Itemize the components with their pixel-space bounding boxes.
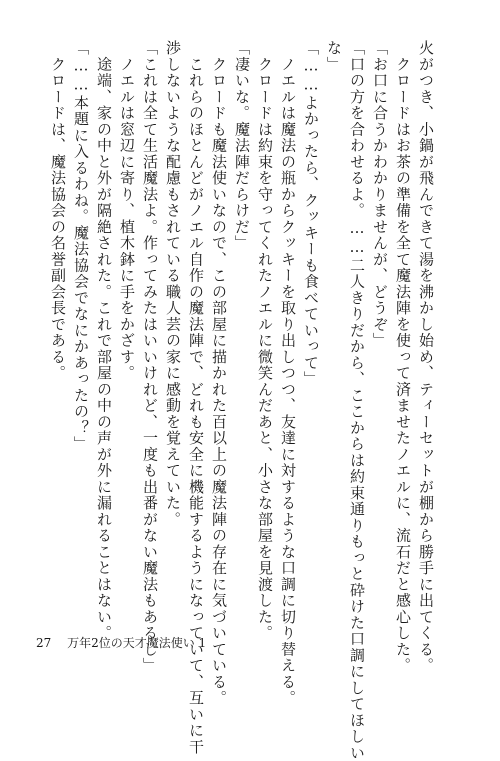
text-column: クロードは約束を守ってくれたノエルに微笑んだあと、小さな部屋を見渡した。 <box>256 40 274 642</box>
text-column: 「口の方を合わせるよ。……二人きりだから、ここからは約束通りもっと砕けた口調にしてほしい <box>348 40 366 761</box>
text-column: 渉しないような配慮もされている職人芸の家に感動を覚えていた。 <box>164 40 182 528</box>
page-number: 27 <box>36 636 52 650</box>
text-column: クロードはお茶の準備を全て魔法陣を使って済ませたノエルに、流石だと感心した。 <box>394 40 412 674</box>
text-column: 途端、家の中と外が隔絶された。これで部屋の中の声が外に漏れることはない。 <box>95 40 113 642</box>
text-column: クロードも魔法使いなので、この部屋に描かれた百以上の魔法陣の存在に気づいている。 <box>210 40 228 707</box>
text-column: ノエルは魔法の瓶からクッキーを取り出しつつ、友達に対するような口調に切り替える。 <box>279 40 297 707</box>
text-column: な」 <box>325 40 343 73</box>
book-title: 万年2位の天才魔法使い 1 <box>67 636 207 650</box>
page-footer <box>36 636 206 650</box>
text-column: 「……本題に入るわね。魔法協会でなにかあったの？」 <box>72 40 90 453</box>
text-column: 火がつき、小鍋が飛んできて湯を沸かし始め、ティーセットが棚から勝手に出てくる。 <box>417 40 435 674</box>
text-column: 「これは全て生活魔法よ。作ってみたはいいけれど、一度も出番がない魔法もあるし」 <box>141 40 159 674</box>
text-column: クロードは、魔法協会の名誉副会長である。 <box>49 40 67 382</box>
text-column: 「凄いな。魔法陣だらけだ」 <box>233 40 251 252</box>
text-column: 「……よかったら、クッキーも食べていって」 <box>302 40 320 388</box>
text-column: これらのほとんどがノエル自作の魔法陣で、どれも安全に機能するようになっていて、互いに干 <box>187 40 205 755</box>
text-column: ノエルは窓辺に寄り、植木鉢に手をかざす。 <box>118 40 136 382</box>
text-column: 「お口に合うかわかりませんが、どうぞ」 <box>371 40 389 349</box>
